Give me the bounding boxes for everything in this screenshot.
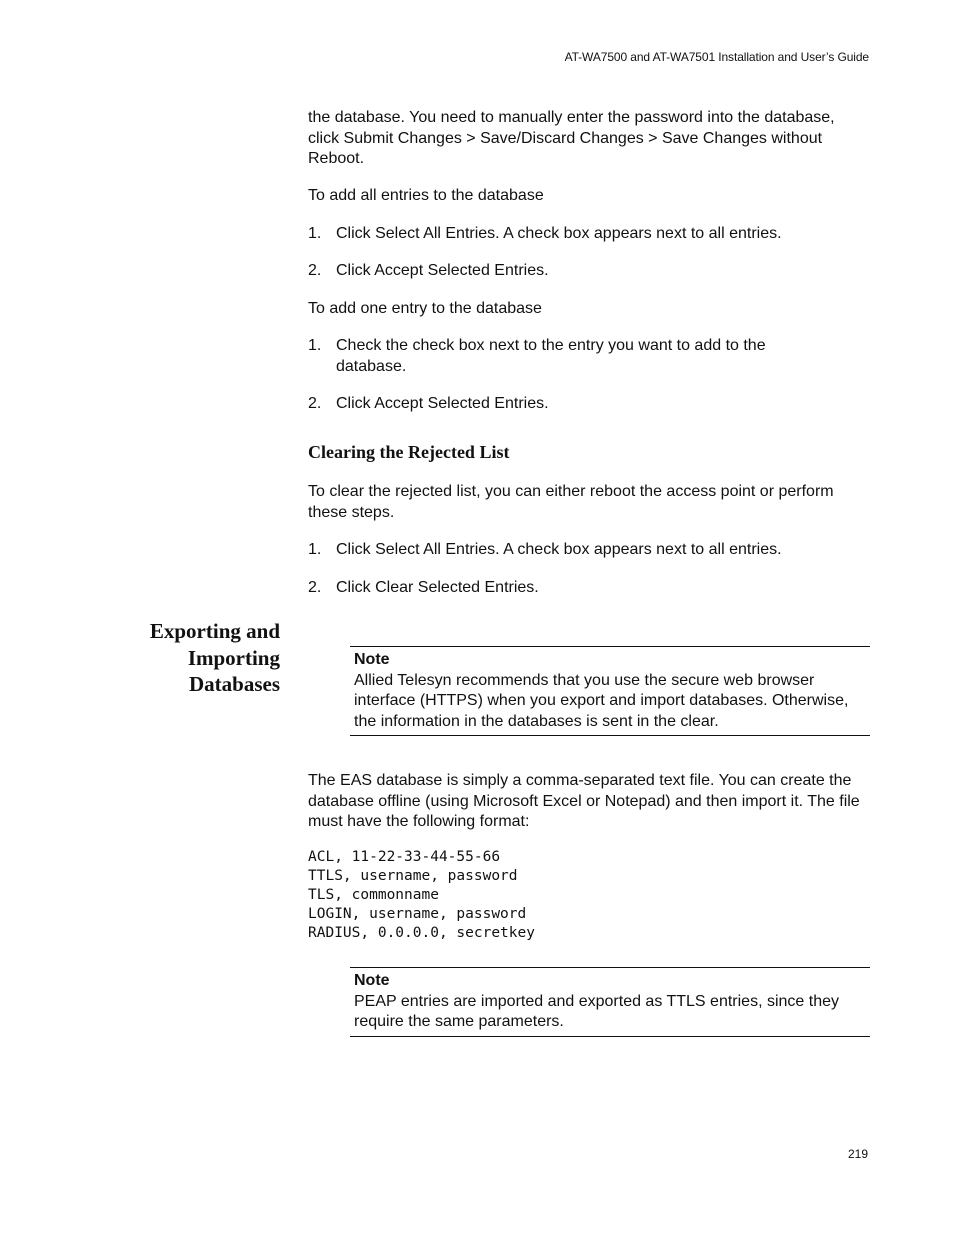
step-text: Click Accept Selected Entries. [336,262,549,279]
eas-paragraph: The EAS database is simply a comma-separated text file. You can create the database offline (using Microsoft Excel or Notepad) and then import it. The file must have the following format: [308,772,860,830]
format-code-block: ACL, 11-22-33-44-55-66 TTLS, username, password TLS, commonname LOGIN, username, password RADIUS, 0.0.0.0, secretkey [308,849,535,941]
note-label: Note [354,651,390,668]
clearing-heading: Clearing the Rejected List [308,442,510,462]
intro-paragraph: the database. You need to manually enter the password into the database, click Submit Changes > Save/Discard Changes > Save Changes without Reboot. [308,109,835,167]
add-all-lead: To add all entries to the database [308,187,544,204]
running-header: AT-WA7500 and AT-WA7501 Installation and User’s Guide [564,50,869,64]
note-https [350,646,870,736]
note-peap [350,967,870,1037]
note-text: Allied Telesyn recommends that you use the secure web browser interface (HTTPS) when you export and import databases. Otherwise, the information in the databases is sent in the clear. [354,671,849,730]
step-text: Check the check box next to the entry you want to add to the database. [336,337,766,375]
step-number: 2. [308,579,322,596]
step-number: 1. [308,337,322,354]
step-number: 1. [308,541,322,558]
step-text: Click Clear Selected Entries. [336,579,539,596]
clearing-paragraph: To clear the rejected list, you can either reboot the access point or perform these steps. [308,483,834,521]
exporting-section-heading: Exporting and Importing Databases [149,619,280,696]
step-number: 2. [308,395,322,412]
note-text: PEAP entries are imported and exported as TTLS entries, since they require the same parameters. [354,992,839,1030]
step-number: 2. [308,262,322,279]
add-one-lead: To add one entry to the database [308,300,542,317]
note-label: Note [354,972,390,989]
step-text: Click Accept Selected Entries. [336,395,549,412]
page-number: 219 [847,1147,868,1161]
step-number: 1. [308,225,322,242]
step-text: Click Select All Entries. A check box appears next to all entries. [336,541,782,558]
step-text: Click Select All Entries. A check box appears next to all entries. [336,225,782,242]
